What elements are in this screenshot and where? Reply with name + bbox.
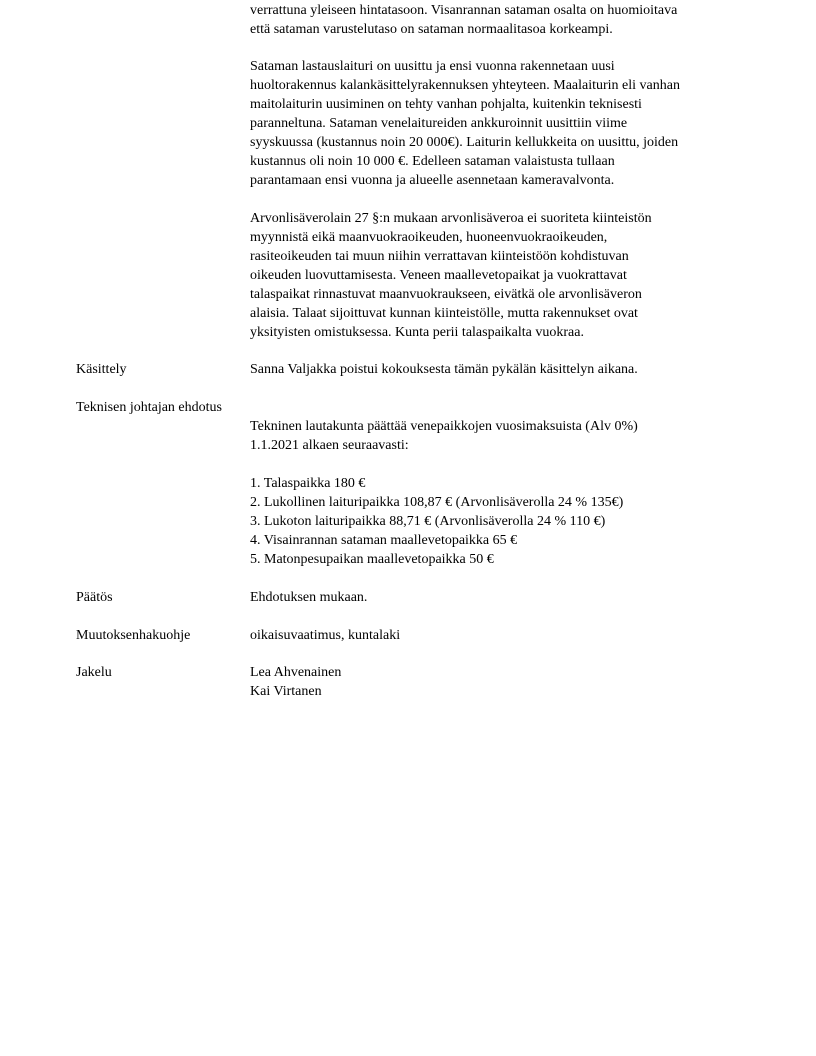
proposal-intro-line: Tekninen lautakunta päättää venepaikkojen vuosimaksuista (Alv 0%) [250,419,638,434]
proposal-list-item: 5. Matonpesupaikan maallevetopaikka 50 € [250,552,494,567]
proposal-list-item: 4. Visainrannan sataman maallevetopaikka 65 € [250,533,518,548]
vat-paragraph-line: rasiteoikeuden tai muun niihin verrattavan kiinteistöön kohdistuvan [250,249,629,264]
harbor-paragraph-line: maitolaiturin uusiminen on tehty vanhan pohjalta, kuitenkin teknisesti [250,97,642,112]
decision-text: Ehdotuksen mukaan. [250,590,368,605]
harbor-paragraph-line: parantamaan ensi vuonna ja alueelle asennetaan kameravalvonta. [250,173,615,188]
distribution-label: Jakelu [76,665,112,680]
kasittely-text: Sanna Valjakka poistui kokouksesta tämän pykälän käsittelyn aikana. [250,362,638,377]
vat-paragraph-line: Arvonlisäverolain 27 §:n mukaan arvonlisäveroa ei suoriteta kiinteistön [250,211,652,226]
proposal-list-item: 1. Talaspaikka 180 € [250,476,366,491]
vat-paragraph-line: yksityisten omistuksessa. Kunta perii talaspaikalta vuokraa. [250,325,584,340]
distribution-recipient: Kai Virtanen [250,684,322,699]
appeal-text: oikaisuvaatimus, kuntalaki [250,628,401,643]
vat-paragraph-line: talaspaikat rinnastuvat maanvuokraukseen, eivätkä ole arvonlisäveron [250,287,642,302]
kasittely-label: Käsittely [76,362,127,377]
proposal-intro-line: 1.1.2021 alkaen seuraavasti: [250,438,409,453]
distribution-recipient: Lea Ahvenainen [250,665,342,680]
intro-paragraph-line: verrattuna yleiseen hintatasoon. Visanrannan sataman osalta on huomioitava [250,3,678,18]
vat-paragraph-line: alaisia. Talaat sijoittuvat kunnan kiinteistölle, mutta rakennukset ovat [250,306,638,321]
harbor-paragraph-line: paranneltuna. Sataman venelaitureiden ankkuroinnit uusittiin viime [250,116,628,131]
proposal-list-item: 2. Lukollinen laituripaikka 108,87 € (Arvonlisäverolla 24 % 135€) [250,495,624,510]
harbor-paragraph-line: Sataman lastauslaituri on uusittu ja ensi vuonna rakennetaan uusi [250,59,615,74]
harbor-paragraph-line: kustannus oli noin 10 000 €. Edelleen sataman valaistusta tullaan [250,154,615,169]
proposal-label: Teknisen johtajan ehdotus [76,400,222,415]
harbor-paragraph-line: huoltorakennus kalankäsittelyrakennuksen yhteyteen. Maalaiturin eli vanhan [250,78,680,93]
intro-paragraph-line: että sataman varustelutaso on sataman normaalitasoa korkeampi. [250,22,613,37]
vat-paragraph-line: oikeuden luovuttamisesta. Veneen maallevetopaikat ja vuokrattavat [250,268,627,283]
appeal-label: Muutoksenhakuohje [76,628,191,643]
decision-label: Päätös [76,590,113,605]
harbor-paragraph-line: syyskuussa (kustannus noin 20 000€). Laiturin kellukkeita on uusittu, joiden [250,135,679,150]
vat-paragraph-line: myynnistä eikä maanvuokraoikeuden, huoneenvuokraoikeuden, [250,230,608,245]
proposal-list-item: 3. Lukoton laituripaikka 88,71 € (Arvonlisäverolla 24 % 110 €) [250,514,606,529]
